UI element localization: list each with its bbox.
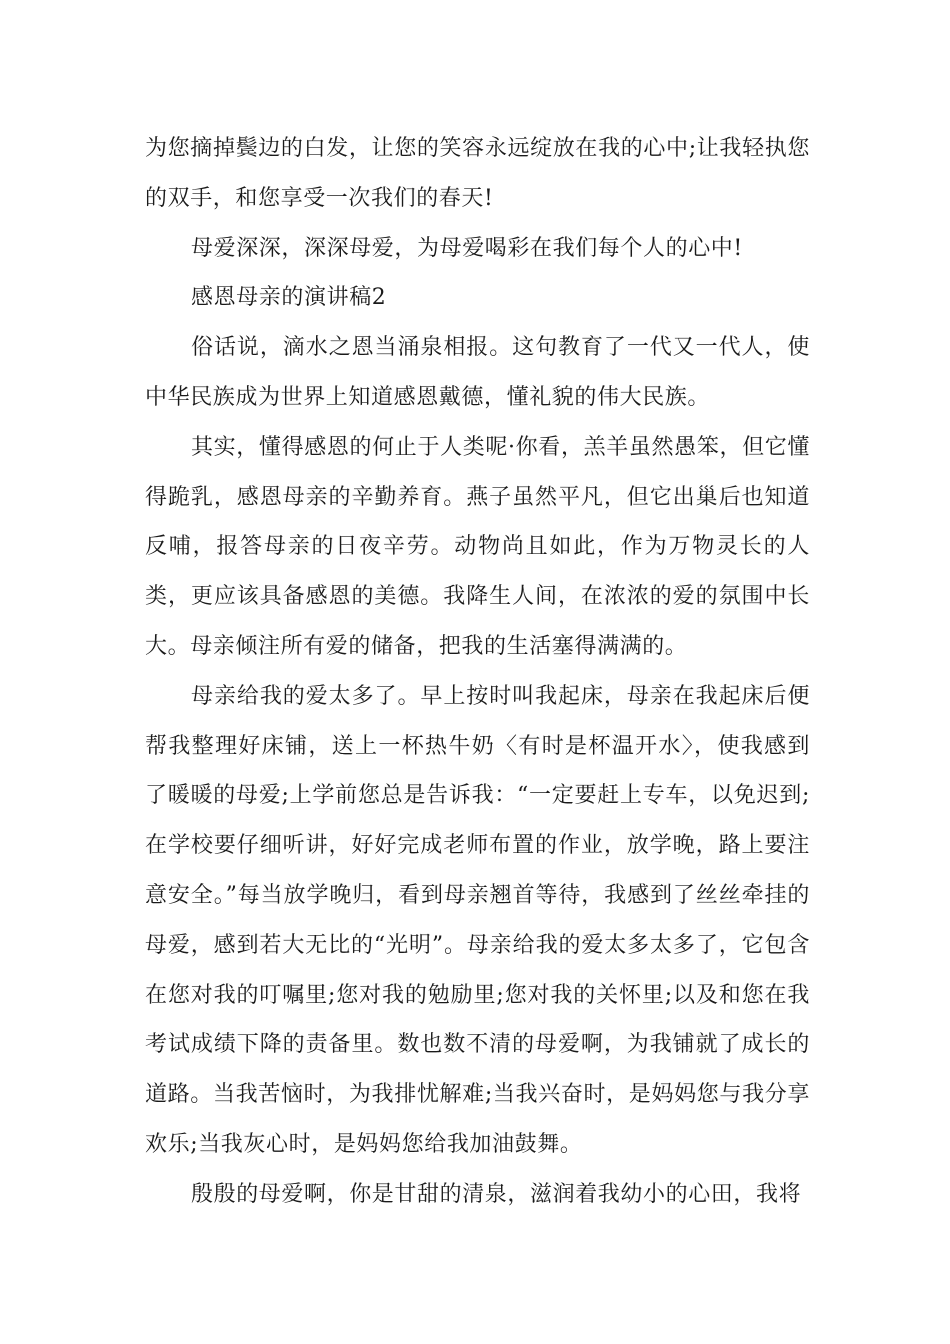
paragraph-4: 其实，懂得感恩的何止于人类呢·你看，羔羊虽然愚笨，但它懂得跪乳，感恩母亲的辛勤养育。燕子虽然平凡，但它出巢后也知道反哺，报答母亲的日夜辛劳。动物尚且如此，作为万物灵长的人类，更应该具备感恩的美德。我降生人间，在浓浓的爱的氛围中长大。母亲倾注所有爱的储备，把我的生活塞得满满的。 (145, 434, 810, 659)
paragraph-3: 俗话说，滴水之恩当涌泉相报。这句教育了一代又一代人，使中华民族成为世界上知道感恩戴德，懂礼貌的伟大民族。 (145, 335, 810, 410)
section-heading: 感恩母亲的演讲稿2 (191, 285, 387, 311)
paragraph-2: 母爱深深，深深母爱，为母爱喝彩在我们每个人的心中! (191, 235, 743, 261)
paragraph-5: 母亲给我的爱太多了。早上按时叫我起床，母亲在我起床后便帮我整理好床铺，送上一杯热牛奶〈有时是杯温开水〉，使我感到了暖暖的母爱;上学前您总是告诉我：“一定要赶上专车，以免迟到;在学校要仔细听讲，好好完成老师布置的作业，放学晚，路上要注意安全。”每当放学晚归，看到母亲翘首等待，我感到了丝丝牵挂的母爱，感到若大无比的“光明”。母亲给我的爱太多太多了，它包含在您对我的叮嘱里;您对我的勉励里;您对我的关怀里;以及和您在我考试成绩下降的责备里。数也数不清的母爱啊，为我铺就了成长的道路。当我苦恼时，为我排忧解难;当我兴奋时，是妈妈您与我分享欢乐;当我灰心时，是妈妈您给我加油鼓舞。 (145, 683, 810, 1157)
paragraph-6: 殷殷的母爱啊，你是甘甜的清泉，滋润着我幼小的心田，我将 (191, 1181, 802, 1207)
paragraph-1: 为您摘掉鬓边的白发，让您的笑容永远绽放在我的心中;让我轻执您的双手，和您享受一次我们的春天! (145, 136, 810, 211)
document-body (145, 124, 810, 1220)
